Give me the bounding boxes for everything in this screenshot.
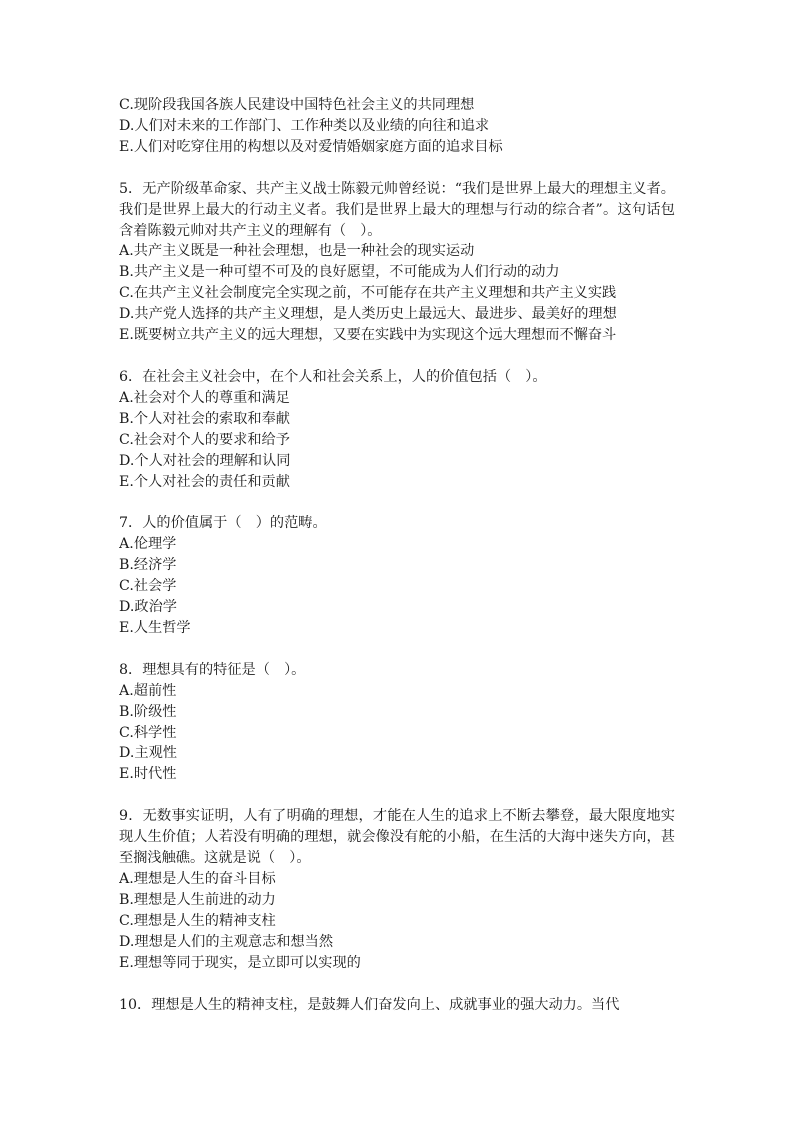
question-10 xyxy=(119,995,675,1016)
option-4d: D.人们对未来的工作部门、工作种类以及业绩的向往和追求 xyxy=(119,117,490,134)
option-9c: C.理想是人生的精神支柱 xyxy=(119,912,276,929)
question-9-stem: 9．无数事实证明，人有了明确的理想，才能在人生的追求上不断去攀登，最大限度地实现人生价值；人若没有明确的理想，就会像没有舵的小船，在生活的大海中迷失方向，甚至搁浅触礁。这就是说（ ）。 xyxy=(119,808,675,867)
option-8e: E.时代性 xyxy=(119,766,177,783)
document-content xyxy=(119,95,675,1036)
option-9d: D.理想是人们的主观意志和想当然 xyxy=(119,933,334,950)
question-6-stem: 6．在社会主义社会中，在个人和社会关系上，人的价值包括（ ）。 xyxy=(119,368,547,385)
option-4e: E.人们对吃穿住用的构想以及对爱情婚姻家庭方面的追求目标 xyxy=(119,138,503,155)
question-10-stem: 10．理想是人生的精神支柱，是鼓舞人们奋发向上、成就事业的强大动力。当代 xyxy=(119,996,620,1013)
option-7d: D.政治学 xyxy=(119,599,177,616)
option-5b: B.共产主义是一种可望不可及的良好愿望，不可能成为人们行动的动力 xyxy=(119,264,560,281)
option-8b: B.阶级性 xyxy=(119,703,177,720)
question-9 xyxy=(119,806,675,973)
option-6b: B.个人对社会的索取和奉献 xyxy=(119,410,290,427)
option-6c: C.社会对个人的要求和给予 xyxy=(119,431,290,448)
question-6 xyxy=(119,367,675,492)
option-5d: D.共产党人选择的共产主义理想，是人类历史上最远大、最进步、最美好的理想 xyxy=(119,306,617,323)
option-5c: C.在共产主义社会制度完全实现之前，不可能存在共产主义理想和共产主义实践 xyxy=(119,285,617,302)
question-7-stem: 7．人的价值属于（ ）的范畴。 xyxy=(119,515,327,532)
option-5e: E.既要树立共产主义的远大理想，又要在实践中为实现这个远大理想而不懈奋斗 xyxy=(119,327,617,344)
option-7a: A.伦理学 xyxy=(119,536,177,553)
option-9b: B.理想是人生前进的动力 xyxy=(119,891,276,908)
question-5 xyxy=(119,179,675,346)
option-6e: E.个人对社会的责任和贡献 xyxy=(119,473,290,490)
option-8d: D.主观性 xyxy=(119,745,177,762)
option-9e: E.理想等同于现实，是立即可以实现的 xyxy=(119,954,361,971)
option-7e: E.人生哲学 xyxy=(119,619,191,636)
question-5-stem: 5．无产阶级革命家、共产主义战士陈毅元帅曾经说：“我们是世界上最大的理想主义者。我们是世界上最大的行动主义者。我们是世界上最大的理想与行动的综合者”。这句话包含着陈毅元帅对共产主义的理解有（ ）。 xyxy=(119,180,675,239)
option-5a: A.共产主义既是一种社会理想，也是一种社会的现实运动 xyxy=(119,243,475,260)
option-9a: A.理想是人生的奋斗目标 xyxy=(119,871,276,887)
option-8a: A.超前性 xyxy=(119,682,177,699)
question-8 xyxy=(119,660,675,785)
option-7b: B.经济学 xyxy=(119,557,177,574)
option-7c: C.社会学 xyxy=(119,578,177,595)
question-4-continuation xyxy=(119,95,675,158)
question-7 xyxy=(119,513,675,638)
question-8-stem: 8．理想具有的特征是（ ）。 xyxy=(119,661,306,678)
option-6a: A.社会对个人的尊重和满足 xyxy=(119,389,290,406)
option-6d: D.个人对社会的理解和认同 xyxy=(119,452,291,469)
option-4c: C.现阶段我国各族人民建设中国特色社会主义的共同理想 xyxy=(119,97,475,113)
option-8c: C.科学性 xyxy=(119,724,177,741)
